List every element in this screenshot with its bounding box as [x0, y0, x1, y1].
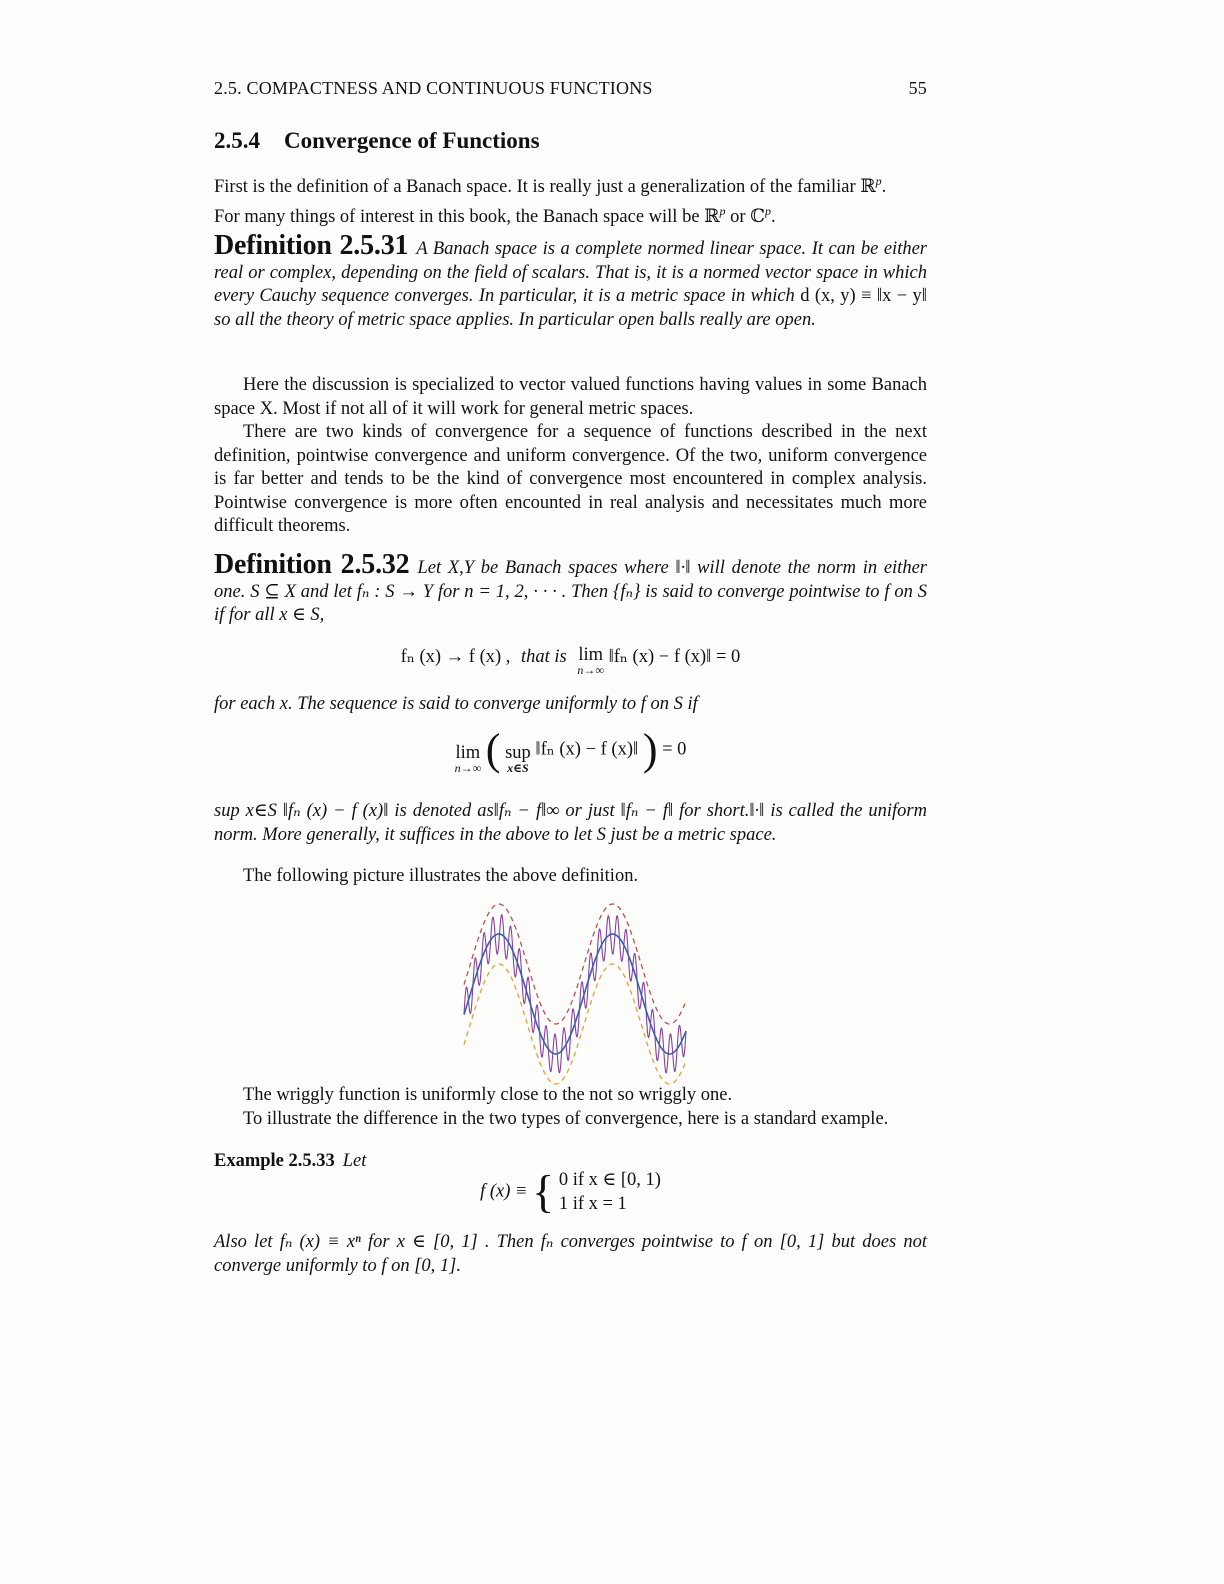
display-equation-pointwise [214, 646, 927, 676]
piecewise-lhs: f (x) ≡ [480, 1181, 528, 1202]
after-display-1: for each x. The sequence is said to converge uniformly to f on S if [214, 694, 698, 714]
definition-text-b: so all the theory of metric space applies. In particular open balls really are open. [214, 309, 816, 330]
sup-operator [505, 744, 531, 774]
section-heading [214, 128, 540, 154]
definition-2-5-31 [214, 230, 927, 332]
section-number: 2.5.4 [214, 128, 260, 153]
example-conclusion: Also let fₙ (x) ≡ xⁿ for x ∈ [0, 1] . Then fₙ converges pointwise to f on [0, 1] but does not converge uniformly to f on [0, 1]. [214, 1232, 927, 1276]
body-paragraph-1: Here the discussion is specialized to vector valued functions having values in some Banach space X. Most if not all of it will work for general metric spaces. [214, 375, 927, 419]
intro-sup-1: p [875, 174, 882, 188]
intro-line-1: First is the definition of a Banach space. It is really just a generalization of the familiar ℝ [214, 177, 876, 198]
definition-formula: d (x, y) ≡ ‖x − y‖ [800, 286, 927, 307]
definition-text-a: A Banach space is a complete normed linear space. It can be either real or complex, depending on the field of scalars. That is, it is a normed vector space in which every Cauchy sequence converges. In particular, it is a metric space in which [214, 239, 927, 307]
right-paren: ) [642, 725, 658, 774]
lim-sub: n→∞ [454, 761, 482, 775]
eq-right: ‖fₙ (x) − f (x)‖ = 0 [608, 647, 741, 667]
intro-line-2: For many things of interest in this book, the Banach space will be ℝ [214, 206, 720, 227]
left-brace: { [532, 1166, 555, 1217]
example-lead: Let [342, 1151, 367, 1171]
definition-label: Definition 2.5.31 [214, 230, 409, 261]
after-figure-2: To illustrate the difference in the two types of convergence, here is a standard example. [243, 1109, 889, 1129]
intro-sup-2: p [719, 203, 726, 218]
convergence-figure [244, 896, 714, 1086]
intro-mid-2: or ℂ [725, 206, 765, 227]
case-1: 0 if x ∈ [0, 1) [558, 1170, 661, 1190]
limit-operator [577, 646, 604, 676]
lim-sub: n→∞ [577, 663, 604, 677]
page-number: 55 [908, 78, 927, 98]
definition-label: Definition 2.5.32 [214, 549, 410, 580]
after-figure-1: The wriggly function is uniformly close to the not so wriggly one. [243, 1085, 733, 1105]
lim-text: lim [578, 645, 603, 665]
piecewise-cases [559, 1168, 661, 1216]
intro-sup-3: p [764, 203, 771, 218]
sup-text: sup [505, 743, 531, 763]
sup-sub: x∈S [507, 761, 529, 775]
running-head [214, 78, 927, 99]
section-title: Convergence of Functions [284, 128, 540, 153]
eq-mid: that is [521, 647, 567, 667]
eq-left: fₙ (x) → f (x) , [400, 647, 511, 667]
uniform-norm-text: sup x∈S ‖fₙ (x) − f (x)‖ is denoted as‖fₙ − f‖∞ or just ‖fₙ − f‖ for short.‖·‖ is called the uniform norm. More generally, it suffices in the above to let S just be a metric space. [214, 801, 927, 845]
running-title: 2.5. COMPACTNESS AND CONTINUOUS FUNCTIONS [214, 78, 653, 98]
case-2: 1 if x = 1 [558, 1194, 627, 1214]
intro-line-1-end: . [881, 177, 887, 198]
left-paren: ( [485, 725, 501, 774]
definition-2-5-32 [214, 549, 927, 628]
figure-intro: The following picture illustrates the above definition. [243, 866, 639, 886]
eq-body: ‖fₙ (x) − f (x)‖ [535, 739, 639, 760]
intro-line-2-end: . [770, 206, 776, 227]
upper-band-curve [464, 904, 686, 1024]
limit-operator [455, 744, 482, 774]
display-piecewise [214, 1168, 927, 1216]
lim-text: lim [455, 743, 481, 763]
intro-paragraph [214, 170, 927, 230]
definition-text: Let X,Y be Banach spaces where ‖·‖ will denote the norm in either one. S ⊆ X and let fₙ : S → Y for n = 1, 2, · · · . Then {fₙ} is said to converge pointwise to f on S if for all x ∈ S, [214, 558, 927, 626]
body-paragraph-2: There are two kinds of convergence for a sequence of functions described in the next definition, pointwise convergence and uniform convergence. Of the two, uniform convergence is far better and tends to be the kind of convergence most encountered in complex analysis. Pointwise convergence is more often encounted in real analysis and necessitates much more difficult theorems. [214, 422, 927, 537]
display-equation-uniform [214, 725, 927, 775]
eq-right: = 0 [662, 739, 687, 760]
example-label: Example 2.5.33 [214, 1151, 335, 1171]
